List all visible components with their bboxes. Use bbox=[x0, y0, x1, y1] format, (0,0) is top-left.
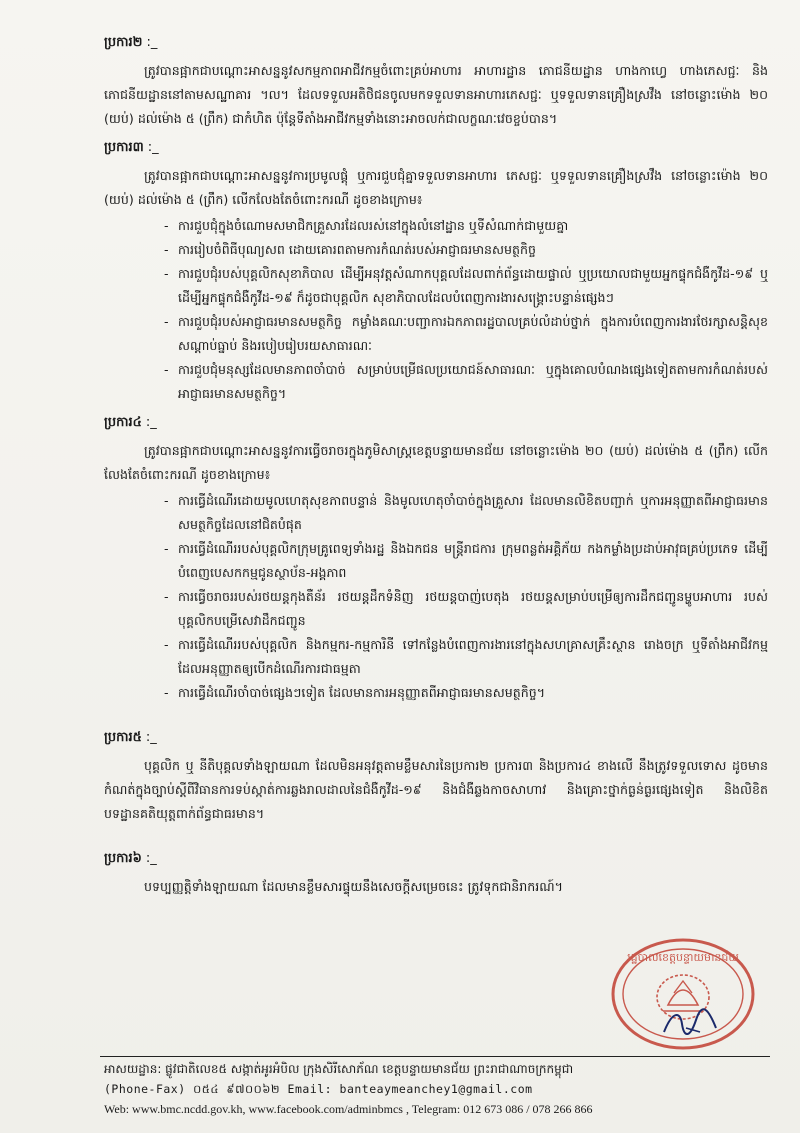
article-heading bbox=[104, 729, 768, 748]
article-heading-suffix: :_ bbox=[145, 851, 157, 866]
article-4 bbox=[104, 414, 768, 705]
article-heading bbox=[104, 34, 768, 53]
article-6 bbox=[104, 850, 768, 899]
article-number: ប្រការ៦ bbox=[104, 851, 142, 866]
article-heading-suffix: :_ bbox=[145, 730, 157, 745]
article-heading bbox=[104, 139, 768, 158]
article-bullet-list bbox=[104, 489, 768, 705]
article-heading bbox=[104, 850, 768, 869]
list-item: - ការជួបជុំរបស់បុគ្គលិកសុខាភិបាល ដើម្បីអនុវត្តសំណាកបុគ្គលដែលពាក់ព័ន្ធដោយផ្ទាល់ ឬប្រយោលជាមួយអ្នកផ្ទុកជំងឺកូវីដ-១៩ ឬដើម្បីអ្នកផ្ទុកជំងឺកូវីដ-១៩ ក៏ដូចជាបុគ្គលិក សុខាភិបាលដែលបំពេញការងារសង្គ្រោះបន្ទាន់ផ្សេងៗ bbox=[164, 262, 768, 310]
list-item: - ការជួបជុំរបស់អាជ្ញាធរមានសមត្ថកិច្ច កម្លាំងគណៈបញ្ជាការឯកភាពរដ្ឋបាលគ្រប់លំដាប់ថ្នាក់ ក្នុងការបំពេញការងារថែរក្សាសន្តិសុខ សណ្ដាប់ធ្នាប់ និងរបៀបរៀបរយសាធារណៈ bbox=[164, 310, 768, 358]
list-item: - ការធ្វើដំណើររបស់បុគ្គលិកក្រុមគ្រូពេទ្យទាំងរដ្ឋ និងឯកជន មន្ត្រីរាជការ ក្រុមពន្លត់អគ្គិភ័យ កងកម្លាំងប្រដាប់អាវុធគ្រប់ប្រភេទ ដើម្បីបំពេញបេសកកម្មជូនស្ថាប័ន-អង្គភាព bbox=[164, 537, 768, 585]
stamp-text: រដ្ឋបាលខេត្តបន្ទាយមានជ័យ bbox=[627, 951, 739, 964]
footer-divider bbox=[100, 1056, 770, 1057]
document-body bbox=[104, 34, 768, 907]
article-heading-suffix: :_ bbox=[145, 415, 157, 430]
signature-mark bbox=[660, 1002, 720, 1042]
article-number: ប្រការ៣ bbox=[104, 140, 144, 155]
footer-address: អាសយដ្ឋាន: ផ្លូវជាតិលេខ៥ សង្កាត់អូរអំបិល ក្រុងសិរីសោភ័ណ ខេត្តបន្ទាយមានជ័យ ព្រះរាជាណាចក្រកម្ពុជា bbox=[104, 1062, 574, 1076]
list-item: - ការជួបជុំមនុស្សដែលមានភាពចាំបាច់ សម្រាប់បម្រើផលប្រយោជន៍សាធារណៈ ឬក្នុងគោលបំណងផ្សេងទៀតតាមការកំណត់របស់អាជ្ញាធរមានសមត្ថកិច្ច។ bbox=[164, 358, 768, 406]
article-2 bbox=[104, 34, 768, 131]
article-bullet-list bbox=[104, 214, 768, 406]
list-item: - ការជួបជុំក្នុងចំណោមសមាជិកគ្រួសារដែលរស់នៅក្នុងលំនៅដ្ឋាន ឬទីសំណាក់ជាមួយគ្នា bbox=[164, 214, 768, 238]
article-number: ប្រការ៤ bbox=[104, 415, 142, 430]
article-paragraph: បទប្បញ្ញត្តិទាំងឡាយណា ដែលមានខ្លឹមសារផ្ទុយនឹងសេចក្ដីសម្រេចនេះ ត្រូវទុកជានិរាករណ៍។ bbox=[144, 879, 563, 894]
article-3 bbox=[104, 139, 768, 406]
article-paragraph: ត្រូវបានផ្អាកជាបណ្ដោះអាសន្ននូវសកម្មភាពអាជីវកម្មចំពោះគ្រប់អាហារ អាហារដ្ឋាន ភោជនីយដ្ឋាន ហាងកាហ្វេ ហាងភេសជ្ជៈ និងភោជនីយដ្ឋាននៅតាមសណ្ឋាគារ ។ល។ ដែលទទួលអតិថិជនចូលមកទទួលទានអាហារភេសជ្ជៈ ឬទទួលទានគ្រឿងស្រវឹង នៅចន្លោះម៉ោង ២០ (យប់) ដល់ម៉ោង ៥ (ព្រឹក) ជាកំហិត ប៉ុន្តែទីតាំងអាជីវកម្មទាំងនោះអាចលក់ជាលក្ខណៈវេចខ្ចប់បាន។ bbox=[104, 63, 768, 126]
article-paragraph: ត្រូវបានផ្អាកជាបណ្ដោះអាសន្ននូវការប្រមូលផ្ដុំ ឬការជួបជុំគ្នាទទួលទានអាហារ ភេសជ្ជៈ ឬទទួលទានគ្រឿងស្រវឹង នៅចន្លោះម៉ោង ២០ (យប់) ដល់ម៉ោង ៥ (ព្រឹក) លើកលែងតែចំពោះករណី ដូចខាងក្រោម៖ bbox=[104, 168, 768, 207]
article-paragraph: បុគ្គលិក ឬ នីតិបុគ្គលទាំងឡាយណា ដែលមិនអនុវត្តតាមខ្លឹមសារនៃប្រការ២ ប្រការ៣ និងប្រការ៤ ខាងលើ នឹងត្រូវទទួលទោស ដូចមានកំណត់ក្នុងច្បាប់ស្ដីពីវិធានការទប់ស្កាត់ការឆ្លងរាលដាលនៃជំងឺកូវីដ-១៩ និងជំងឺឆ្លងកាចសាហាវ និងគ្រោះថ្នាក់ធ្ងន់ធ្ងរផ្សេងទៀត និងលិខិតបទដ្ឋានគតិយុត្តពាក់ព័ន្ធជាធរមាន។ bbox=[104, 758, 768, 821]
list-item: - ការធ្វើដំណើរដោយមូលហេតុសុខភាពបន្ទាន់ និងមូលហេតុចាំបាច់ក្នុងគ្រួសារ ដែលមានលិខិតបញ្ជាក់ ឬការអនុញ្ញាតពីអាជ្ញាធរមានសមត្ថកិច្ចដែលនៅជិតបំផុត bbox=[164, 489, 768, 537]
article-heading-suffix: :_ bbox=[146, 35, 158, 50]
document-footer bbox=[104, 1059, 768, 1119]
article-number: ប្រការ២ bbox=[104, 35, 143, 50]
footer-web: Web: www.bmc.ncdd.gov.kh, www.facebook.com/adminbmcs , Telegram: 012 673 086 / 078 266 866 bbox=[104, 1102, 593, 1116]
list-item: - ការរៀបចំពិធីបុណ្យសព ដោយគោរពតាមការកំណត់របស់អាជ្ញាធរមានសមត្ថកិច្ច bbox=[164, 238, 768, 262]
article-number: ប្រការ៥ bbox=[104, 730, 142, 745]
article-paragraph: ត្រូវបានផ្អាកជាបណ្ដោះអាសន្ននូវការធ្វើចរាចរក្នុងភូមិសាស្ត្រខេត្តបន្ទាយមានជ័យ នៅចន្លោះម៉ោង ២០ (យប់) ដល់ម៉ោង ៥ (ព្រឹក) លើកលែងតែចំពោះករណី ដូចខាងក្រោម៖ bbox=[104, 443, 768, 482]
footer-contact: (Phone-Fax) ០៥៤ ៩៧០០៦២ Email: banteaymeanchey1@gmail.com bbox=[104, 1082, 533, 1096]
list-item: - ការធ្វើដំណើរចាំបាច់ផ្សេងៗទៀត ដែលមានការអនុញ្ញាតពីអាជ្ញាធរមានសមត្ថកិច្ច។ bbox=[164, 681, 768, 705]
article-heading-suffix: :_ bbox=[147, 140, 159, 155]
article-5 bbox=[104, 729, 768, 826]
list-item: - ការធ្វើដំណើររបស់បុគ្គលិក និងកម្មករ-កម្មការិនី ទៅកន្លែងបំពេញការងារនៅក្នុងសហគ្រាសគ្រឹះស្ថាន រោងចក្រ ឬទីតាំងអាជីវកម្ម ដែលអនុញ្ញាតឲ្យបើកដំណើរការជាធម្មតា bbox=[164, 633, 768, 681]
list-item: - ការធ្វើចរាចររបស់រថយន្តកុងតឺន័រ រថយន្តដឹកទំនិញ រថយន្តបាញ់បេតុង រថយន្តសម្រាប់បម្រើឲ្យការដឹកជញ្ជូនម្ហូបអាហារ របស់បុគ្គលិកបម្រើសេវាដឹកជញ្ជូន bbox=[164, 585, 768, 633]
article-heading bbox=[104, 414, 768, 433]
